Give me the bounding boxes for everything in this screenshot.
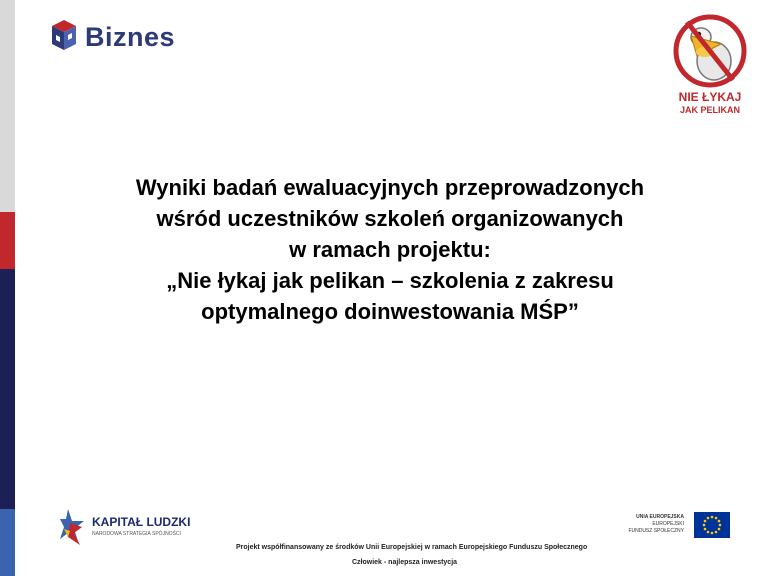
footer-slogan: Człowiek - najlepsza inwestycja [352,559,458,566]
side-bar-navy [0,269,15,509]
kapital-ludzki-name: KAPITAŁ LUDZKI [92,515,191,529]
title-line: Wyniki badań ewaluacyjnych przeprowadzonych [135,175,645,200]
kapital-ludzki-subtitle: NARODOWA STRATEGIA SPÓJNOŚCI [92,531,181,537]
title-line: wśród uczestników szkoleń organizowanych [156,206,624,231]
biznes-logo [48,16,178,60]
pelican-icon [667,14,753,88]
eu-logo-line2: EUROPEJSKI [652,521,684,527]
side-bar-red [0,212,15,269]
side-bar-blue [0,509,15,576]
side-bar-grey [0,0,15,212]
biznes-cube-icon [48,16,82,56]
title-line: w ramach projektu: [289,237,491,262]
eu-logo-line3: FUNDUSZ SPOŁECZNY [628,528,684,534]
eu-logo [612,512,732,544]
footer-project-line: Projekt współfinansowany ze środków Unii Europejskiej w ramach Europejskiego Funduszu Społecznego [236,544,588,551]
campaign-logo [664,14,756,122]
biznes-logo-text: Biznes [85,22,176,52]
campaign-logo-line1: NIE ŁYKAJ [678,90,742,104]
campaign-logo-line2: JAK PELIKAN [679,105,740,115]
kapital-ludzki-logo [60,507,200,547]
eu-flag-icon [694,512,730,538]
kapital-ludzki-star-icon [60,507,88,547]
title-line: optymalnego doinwestowania MŚP” [201,299,579,324]
eu-logo-line1: UNIA EUROPEJSKA [636,514,684,520]
title-line: „Nie łykaj jak pelikan – szkolenia z zakresu [166,268,614,293]
slide-title [60,172,720,327]
eu-logo-text [612,514,684,535]
